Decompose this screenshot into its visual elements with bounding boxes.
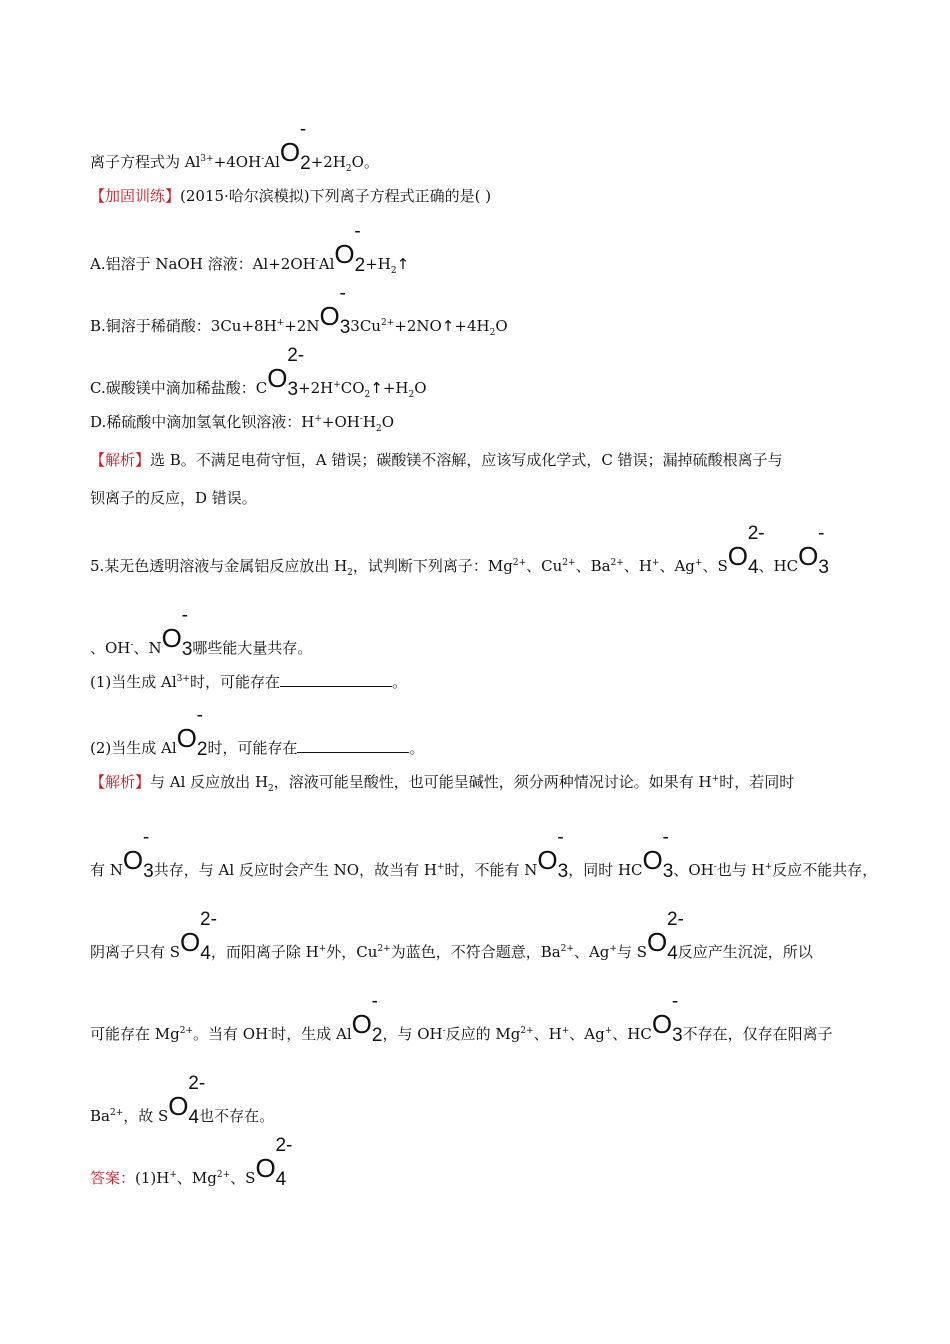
explanation-2-line3: 阴离子只有 SO4 2- ，而阳离子除 H+外，$Cu^{2+}$为蓝色，不符合题意，$Ba^{2+}$、Ag+与 SO4 2- 反应产生沉淀，所以: [90, 909, 813, 964]
question-5: 5.某无色透明溶液与金属铝反应放出 $H_2$，试判断下列离子：$Mg^{2+}$、$Cu^{2+}$、$Ba^{2+}$、H+、Ag+、SO4 2- 、HCO3 -: [90, 523, 829, 578]
sub-question-1: (1)当生成 $Al^{3+}$时，可能存在 。: [90, 673, 407, 691]
option-d: D.稀硫酸中滴加氢氧化钡溶液：$H^++OH^-H_2O$: [90, 413, 395, 434]
question-5-cont: 、OH-、NO3 - 哪些能大量共存。: [90, 605, 313, 660]
sub-question-2: (2)当生成 AlO2 - 时，可能存在 。: [90, 705, 425, 760]
practice-heading: 【加固训练】(2015·哈尔滨模拟)下列离子方程式正确的是( ): [90, 187, 492, 205]
answer-blank-1[interactable]: [280, 672, 392, 687]
explanation-2-line5: $Ba^{2+}$，故 SO4 2- 也不存在。: [90, 1073, 275, 1128]
explanation-2-line4: 可能存在 $Mg^{2+}$。当有 OH-时，生成 AlO2 - ，与 OH-反应的 $Mg^{2+}$、H+、Ag+、HCO3 - 不存在，仅存在阳离子: [90, 991, 833, 1046]
line-ionic-equation: 离子方程式为 $Al^{3+}+4OH^-AlO2$ - $+2H_2O$。: [90, 119, 379, 174]
option-b: B.铜溶于稀硝酸：3Cu+8H++2NO3 - $3Cu^{2+}+2NO↑+4H_2O$: [90, 283, 508, 338]
explanation-1-cont: 钡离子的反应，D 错误。: [90, 489, 257, 507]
explanation-1: 【解析】选 B。不满足电荷守恒，A 错误；碳酸镁不溶解，应该写成化学式，C 错误；漏掉硫酸根离子与: [90, 451, 783, 469]
option-c: C.碳酸镁中滴加稀盐酸：CO3 2- $+2H^+CO_2↑+H_2O$: [90, 345, 427, 400]
explanation-2: 【解析】与 Al 反应放出 $H_2$，溶液可能呈酸性，也可能呈碱性，须分两种情况讨论。如果有 H+时，若同时: [90, 773, 795, 794]
explanation-2-line2: 有 NO3 - 共存，与 Al 反应时会产生 NO，故当有 H+时，不能有 NO3 - ，同时 HCO3 - 、OH-也与 H+反应不能共存，: [90, 827, 878, 882]
aluminate-ion: O2 -: [279, 119, 311, 174]
practice-tag: 【加固训练】: [90, 187, 181, 205]
answer-line: 答案：(1)H+、$Mg^{2+}$、SO4 2-: [90, 1135, 293, 1190]
answer-blank-2[interactable]: [297, 738, 409, 753]
answer-tag: 答案：: [90, 1169, 136, 1187]
option-a: A.铝溶于 NaOH 溶液：Al+2OH-AlO2 - $+H_2↑$: [90, 221, 410, 276]
